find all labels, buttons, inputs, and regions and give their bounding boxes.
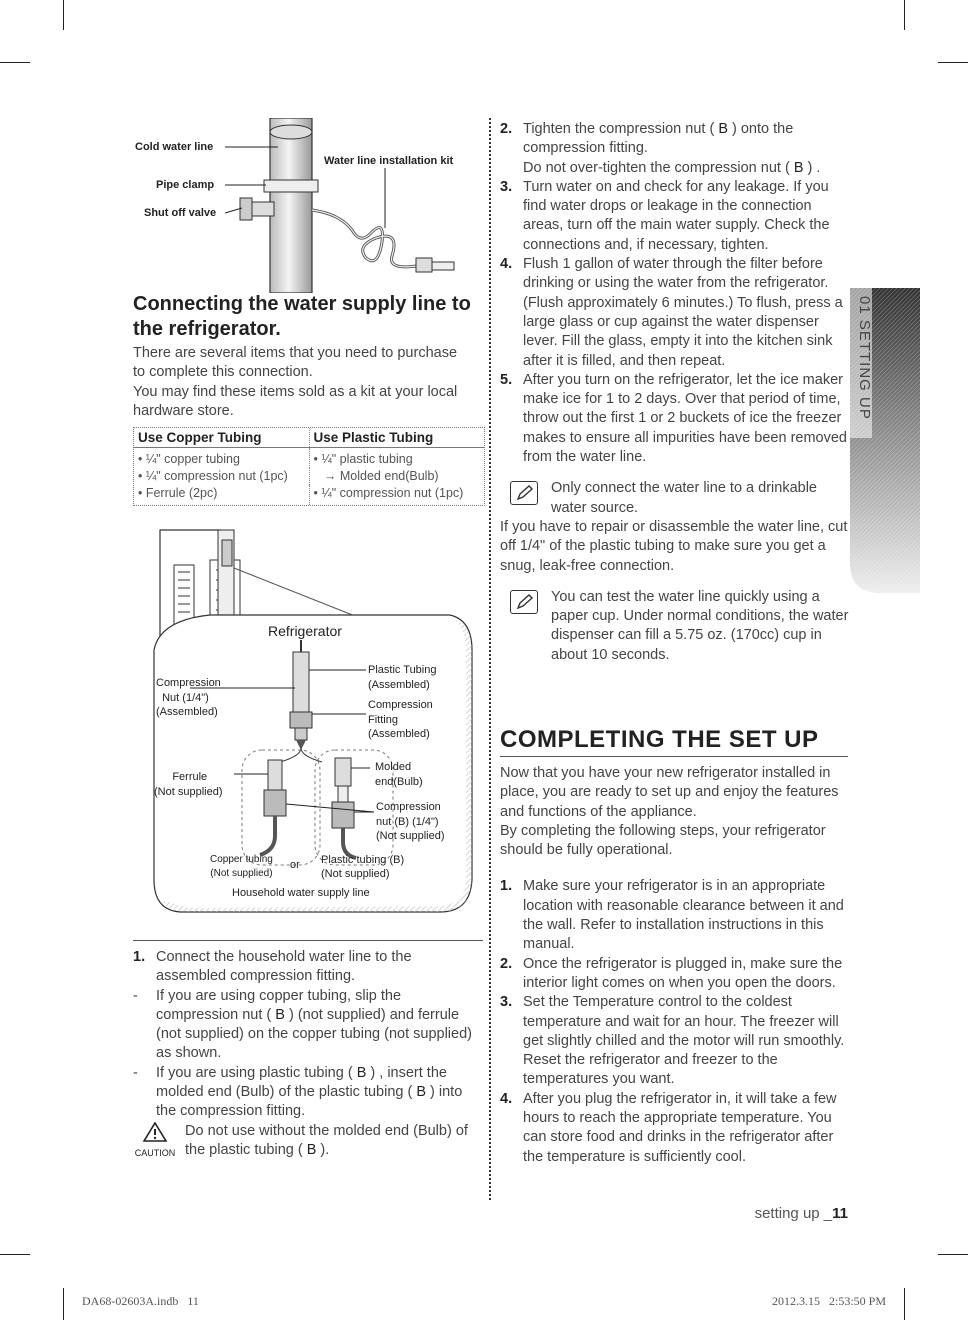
section-heading (133, 292, 483, 342)
step-number: 1. (133, 949, 146, 965)
step-text: Do not over-tighten the compression nut ( (523, 159, 794, 176)
completing-step-4 (500, 1090, 850, 1167)
caution-label: CAUTION (134, 1147, 176, 1158)
step-number: 5. (500, 371, 513, 388)
note-icon (510, 590, 538, 614)
step-text: ) onto the compression fitting. (523, 121, 794, 157)
step-text: ) . (803, 159, 821, 176)
pipe-clamp-label: Pipe clamp (156, 179, 215, 191)
print-file-info: DA68-02603A.indb 11 (82, 1294, 199, 1308)
step-1-copper (133, 987, 479, 1064)
crop-mark (0, 62, 30, 63)
side-tab-label: 01 SETTING UP (856, 296, 873, 420)
table-cell: • ¼" plastic tubing (313, 452, 413, 466)
step-number: 4. (500, 1090, 513, 1107)
left-steps (133, 948, 479, 1160)
step-number: 2. (500, 121, 513, 137)
water-line-kit-diagram (130, 118, 480, 293)
table-row (134, 468, 484, 485)
step-text: Turn water on and check for any leakage. If you find water drops or leakage in the connection areas, turn off the main water supply. Check the connections and, if necessary, tighten. (523, 178, 830, 253)
step-text: ) (not supplied) and ferrule (not supplied) on the copper tubing (not supplied) as shown. (156, 1006, 472, 1062)
note-icon (510, 481, 538, 505)
step-text: Connect the household water line to the assembled compression fitting. (156, 949, 412, 985)
step-3 (500, 178, 850, 255)
right-steps (500, 120, 850, 665)
dash-bullet: - (133, 1064, 138, 1081)
plastic-tubing-label: Plastic Tubing (Assembled) (368, 664, 437, 691)
step-text: Once the refrigerator is plugged in, make sure the interior light comes on when you open the doors. (523, 955, 843, 991)
compression-fitting-diagram (150, 520, 480, 915)
refrigerator-label: Refrigerator (268, 623, 342, 639)
completing-body (500, 764, 850, 1167)
step-1 (133, 948, 479, 987)
pencil-icon (511, 591, 537, 613)
installation-kit-label: Water line installation kit (324, 155, 454, 167)
page-footer (700, 1205, 848, 1222)
part-b-ref: B (356, 1064, 367, 1081)
table-row (134, 485, 484, 505)
table-cell: • ¼" compression nut (1pc) (134, 468, 309, 485)
part-b-ref: B (306, 1141, 317, 1158)
completing-intro: By completing the following steps, your refrigerator should be fully operational. (500, 822, 826, 859)
part-b-ref: B (416, 1084, 427, 1101)
step-number: 3. (500, 178, 513, 195)
caution-text: ). (316, 1141, 330, 1158)
compression-nut-b-label: Compression nut (B) (1/4") (Not supplied) (376, 801, 445, 842)
note-text: Only connect the water line to a drinkable water source. (551, 480, 817, 516)
ferrule-label: Ferrule (Not supplied) (154, 771, 223, 798)
part-b-ref: B (793, 159, 804, 176)
part-b-ref: B (718, 121, 728, 137)
step-1-plastic (133, 1064, 479, 1122)
table-cell: → Molded end(Bulb) (313, 469, 439, 483)
table-header-plastic: Use Plastic Tubing (309, 428, 484, 448)
completing-step-2 (500, 955, 850, 994)
step-text: ) , insert the molded end (Bulb) of the plastic tubing ( (156, 1064, 447, 1101)
completing-intro: Now that you have your new refrigerator installed in place, you are ready to set up and enjoy the features and functions of the appliance. (500, 765, 839, 820)
intro-line: There are several items that you need to purchase (133, 345, 458, 361)
step-5 (500, 371, 850, 467)
step-text: After you turn on the refrigerator, let the ice maker make ice for 1 to 2 days. Over that period of time, throw out the first 1 or 2 buckets of ice the freezer makes to ensure all impurities have been removed from the water line. (523, 371, 847, 466)
step-text: Make sure your refrigerator is in an appropriate location with reasonable clearance between it and the wall. Refer to installation instructions in this manual. (523, 878, 844, 953)
caution-icon (143, 1122, 167, 1142)
shut-off-valve-label: Shut off valve (144, 207, 217, 219)
table-header-copper: Use Copper Tubing (134, 428, 309, 448)
step-number: 4. (500, 256, 513, 273)
tubing-table (133, 427, 485, 506)
step-text: ) into the compression fitting. (156, 1084, 463, 1120)
note-text: You can test the water line quickly using a paper cup. Under normal conditions, the water dispenser can fill a 5.75 oz. (170cc) cup in about 10 seconds. (551, 588, 849, 663)
household-line-label: Household water supply line (232, 887, 370, 899)
note-paper-cup (500, 588, 850, 665)
table-header-row (134, 428, 484, 448)
compression-nut-label: Compression Nut (1/4") (Assembled) (156, 677, 221, 718)
table-row (134, 448, 484, 469)
column-divider (489, 118, 491, 1200)
section-title-line2: the refrigerator. (133, 318, 281, 340)
crop-mark (0, 1254, 30, 1255)
completing-step-3 (500, 993, 850, 1089)
crop-mark (63, 1288, 64, 1320)
step-text: After you plug the refrigerator in, it will take a few hours to reach the appropriate temperature. You can store food and drinks in the refrigerator after the temperature is sufficiently cool. (523, 1090, 837, 1165)
step-text: Tighten the compression nut ( (523, 121, 719, 137)
step-4 (500, 255, 850, 371)
repair-paragraph: If you have to repair or disassemble the water line, cut off 1/4" of the plastic tubing to make sure you get a snug, leak-free connection. (500, 518, 848, 574)
caution-note (133, 1122, 479, 1161)
crop-mark (938, 1254, 968, 1255)
part-b-ref: B (275, 1006, 285, 1023)
completing-title: COMPLETING THE SET UP (500, 726, 819, 753)
note-drinkable (500, 479, 850, 518)
caution-block (133, 1122, 177, 1158)
intro-line: to complete this connection. (133, 364, 313, 381)
intro-line: You may find these items sold as a kit at your local (133, 383, 458, 400)
plastic-tubing-b-label: Plastic tubing (B) (Not supplied) (321, 854, 405, 880)
intro-line: hardware store. (133, 402, 234, 419)
page-label: setting up _ (754, 1205, 833, 1222)
table-cell: • ¼" copper tubing (134, 448, 309, 469)
step-text: Flush 1 gallon of water through the filter before drinking or using the water from the refrigerator. (Flush approximately 6 minutes.) To flush, press a large glass or cup against the water dispenser lever. Fill the glass, empty it into the kitchen sink after it is filled, and then repeat. (523, 256, 843, 369)
print-timestamp: 2012.3.15 2:53:50 PM (772, 1294, 887, 1308)
crop-mark (904, 0, 905, 30)
step-number: 2. (500, 955, 513, 972)
step-2 (500, 120, 850, 178)
or-label: or (290, 859, 300, 871)
chapter-side-tab (850, 288, 920, 593)
section-intro (133, 344, 483, 421)
section-title (133, 292, 483, 342)
table-cell: • Ferrule (2pc) (134, 485, 309, 505)
step-text: Set the Temperature control to the coldest temperature and wait for an hour. The freezer will get slightly chilled and the motor will run smoothly. Reset the refrigerator and freezer to the temperatures you want. (523, 994, 845, 1088)
completing-step-1 (500, 877, 850, 954)
page-number: 11 (832, 1205, 848, 1222)
pencil-icon (511, 482, 537, 504)
crop-mark (63, 0, 64, 30)
divider-line (133, 940, 483, 941)
molded-end-label: Molded end(Bulb) (375, 761, 423, 788)
completing-heading (500, 726, 848, 757)
step-text: If you are using copper tubing, slip the compression nut ( (156, 987, 402, 1023)
cold-water-line-label: Cold water line (135, 141, 214, 153)
step-number: 1. (500, 878, 513, 895)
table-cell: • ¼" compression nut (1pc) (313, 486, 464, 500)
step-number: 3. (500, 994, 513, 1011)
crop-mark (904, 1288, 905, 1320)
step-text: If you are using plastic tubing ( (156, 1064, 357, 1081)
compression-fitting-label: Compression Fitting (Assembled) (368, 699, 433, 740)
crop-mark (938, 62, 968, 63)
section-title-line1: Connecting the water supply line to (133, 293, 471, 315)
caution-text: Do not use without the molded end (Bulb) of the plastic tubing ( (185, 1122, 468, 1158)
copper-tubing-label: Copper tubing (Not supplied) (210, 854, 273, 879)
dash-bullet: - (133, 987, 138, 1004)
